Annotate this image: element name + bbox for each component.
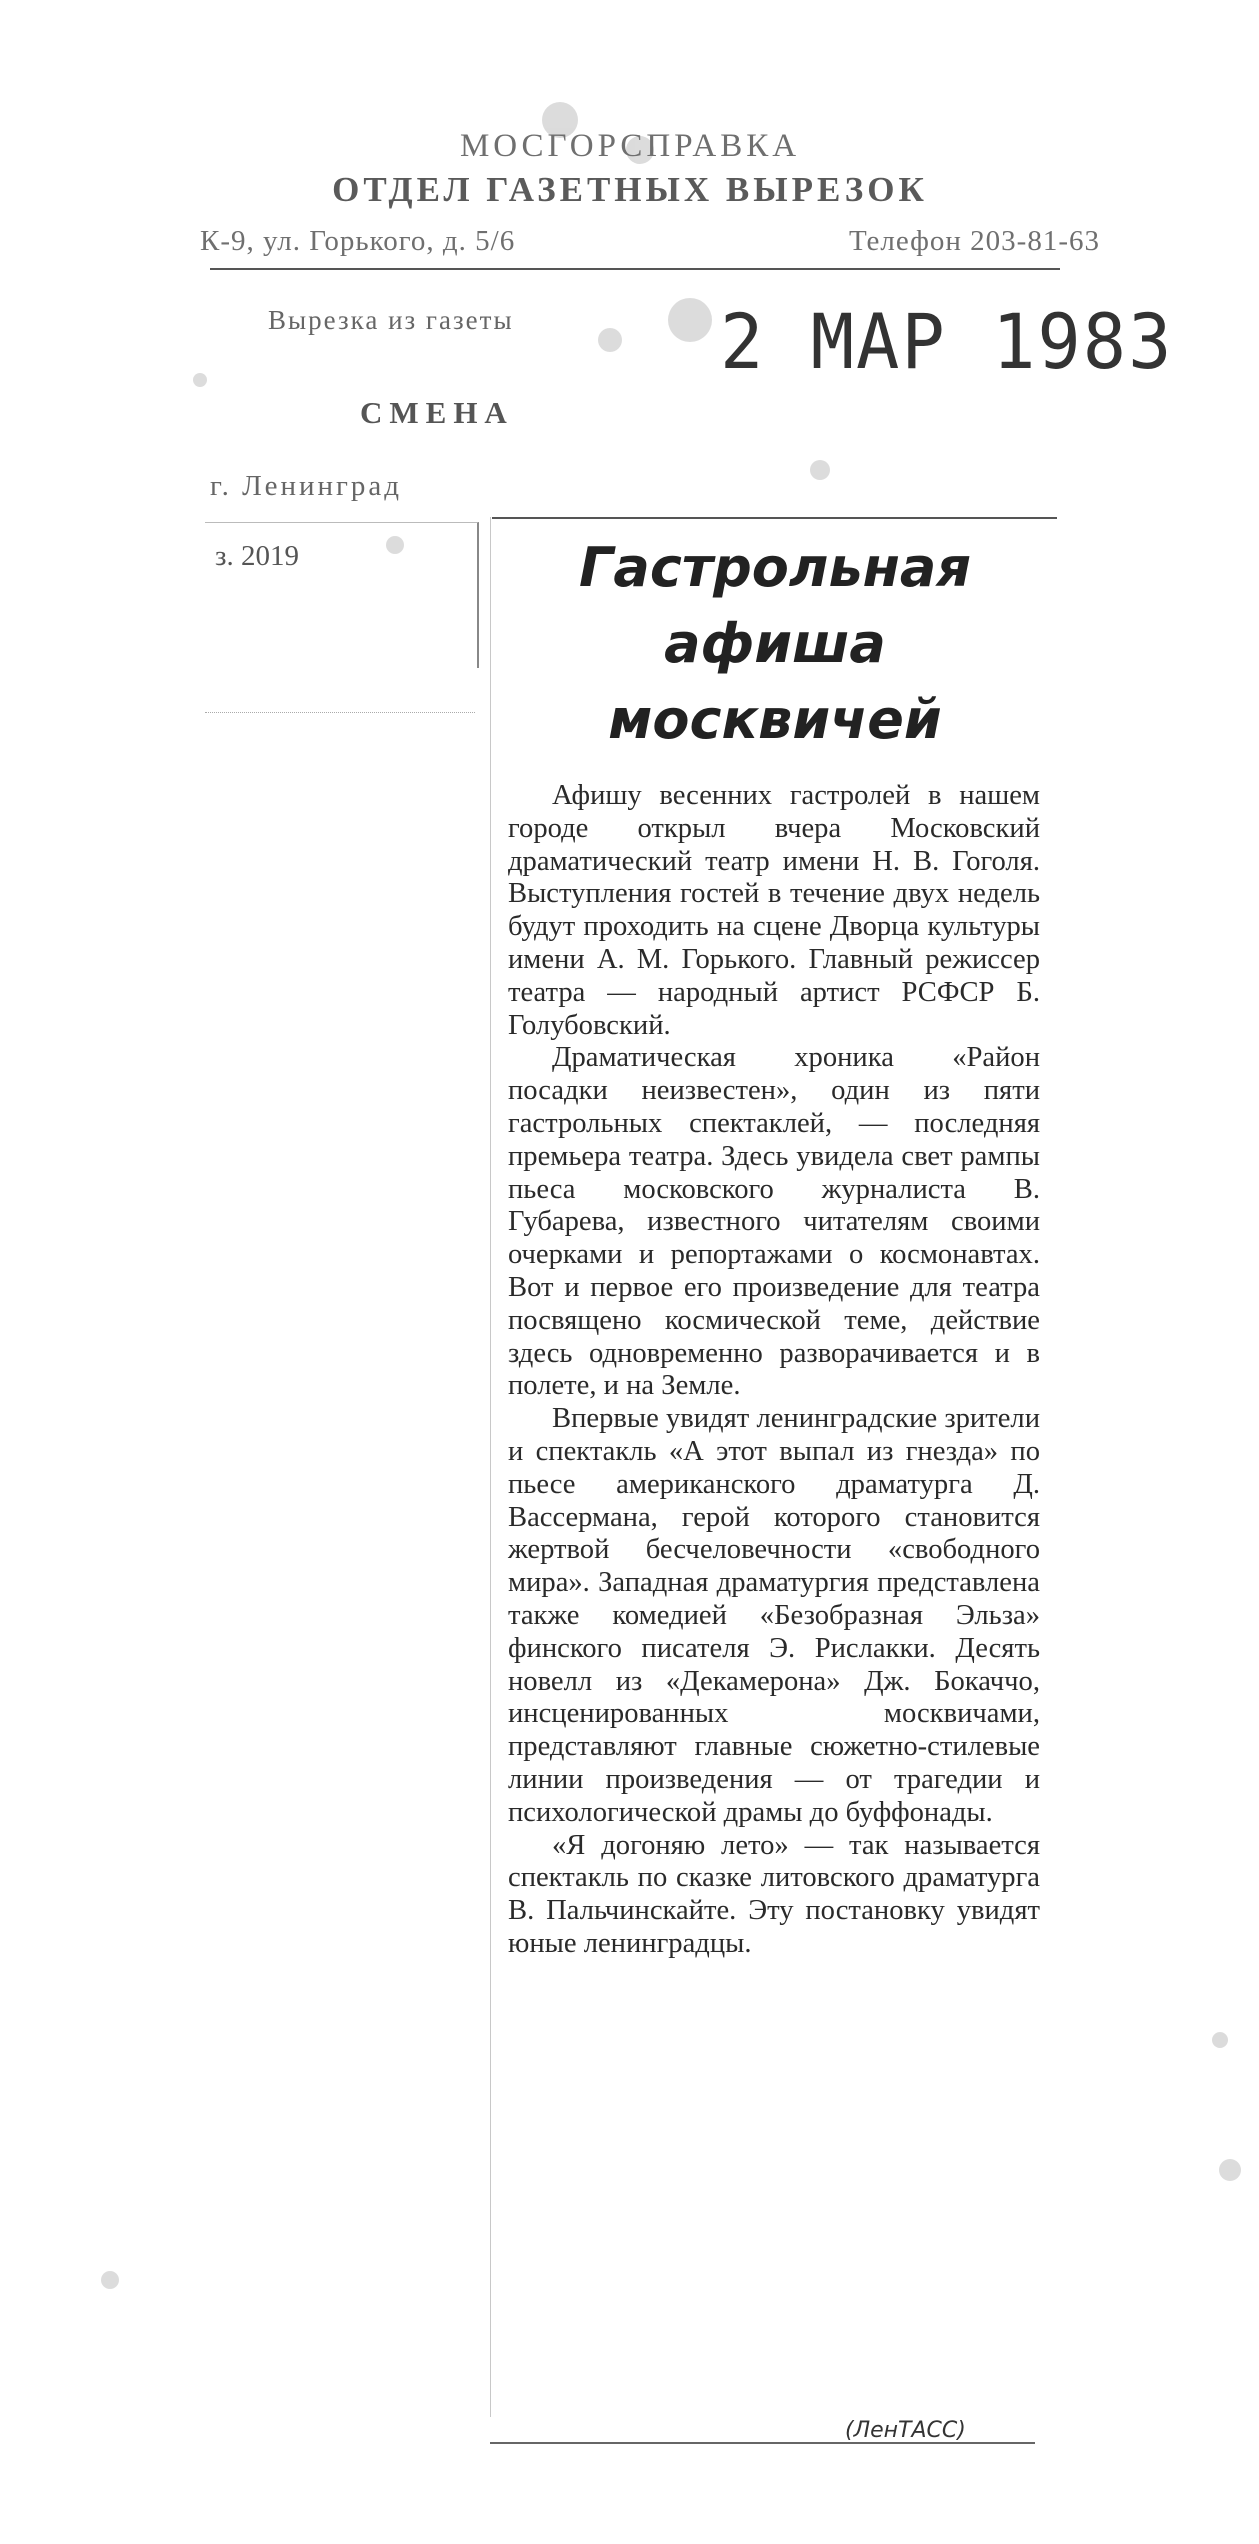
newspaper-city: г. Ленинград <box>210 470 403 502</box>
order-divider <box>205 712 475 713</box>
newspaper-name: СМЕНА <box>360 395 514 430</box>
stamp-agency: МОСГОРСПРАВКА <box>459 128 801 164</box>
order-number: з. 2019 <box>215 540 299 572</box>
article-paragraph: «Я догоняю лето» — так называется спектакль по сказке литовского драматурга В. Пальчинскайте. Эту постановку увидят юные ленинградцы. <box>508 1829 1040 1959</box>
article-signature: (ЛенТАСС) <box>845 2418 966 2443</box>
article-body <box>508 780 1040 1961</box>
stamp-contacts <box>200 225 1100 258</box>
article-top-rule <box>492 517 1057 519</box>
article-paragraph: Впервые увидят ленинградские зрители и спектакль «А этот выпал из гнезда» по пьесе американского драматурга Д. Вассермана, герой которого становится жертвой бесчеловечности «свободного мира». Западная драматургия представлена также комедией «Безобразная Эльза» финского писателя Э. Рислакки. Десять новелл из «Декамерона» Дж. Бокаччо, инсценированных москвичами, представляют главные сюжетно-стилевые линии произведения — от трагедии и психологической драмы до буффонады. <box>508 1403 1040 1828</box>
article-bottom-rule <box>490 2442 1035 2444</box>
headline-line: москвичей <box>608 688 942 751</box>
headline-line: Гастрольная <box>578 536 972 599</box>
archive-stamp <box>180 125 1100 257</box>
clipping-date: 2 МАР 1983 <box>720 297 1174 387</box>
stamp-department: ОТДЕЛ ГАЗЕТНЫХ ВЫРЕЗОК <box>332 170 928 209</box>
headline-line: афиша <box>664 612 886 675</box>
stamp-phone: Телефон 203-81-63 <box>848 225 1100 257</box>
stamp-divider <box>210 268 1060 270</box>
article-headline <box>500 530 1050 758</box>
article-paragraph: Драматическая хроника «Район посадки неизвестен», один из пяти гастрольных спектаклей, — последняя премьера театра. Здесь увидела свет рампы пьеса московского журналиста В. Губарева, известного читателям своими очерками и репортажами о космонавтах. Вот и первое его произведение для театра посвящено космической теме, действие здесь одновременно разворачивается и в полете, и на Земле. <box>508 1042 1040 1402</box>
stamp-address: К-9, ул. Горького, д. 5/6 <box>200 225 516 257</box>
clipping-label: Вырезка из газеты <box>268 305 514 335</box>
article-paragraph: Афишу весенних гастролей в нашем городе открыл вчера Московский драматический театр имени Н. В. Гоголя. Выступления гостей в течение двух недель будут проходить на сцене Дворца культуры имени А. М. Горького. Главный режиссер театра — народный артист РСФСР Б. Голубовский. <box>508 780 1040 1041</box>
article-left-edge <box>490 517 491 2417</box>
